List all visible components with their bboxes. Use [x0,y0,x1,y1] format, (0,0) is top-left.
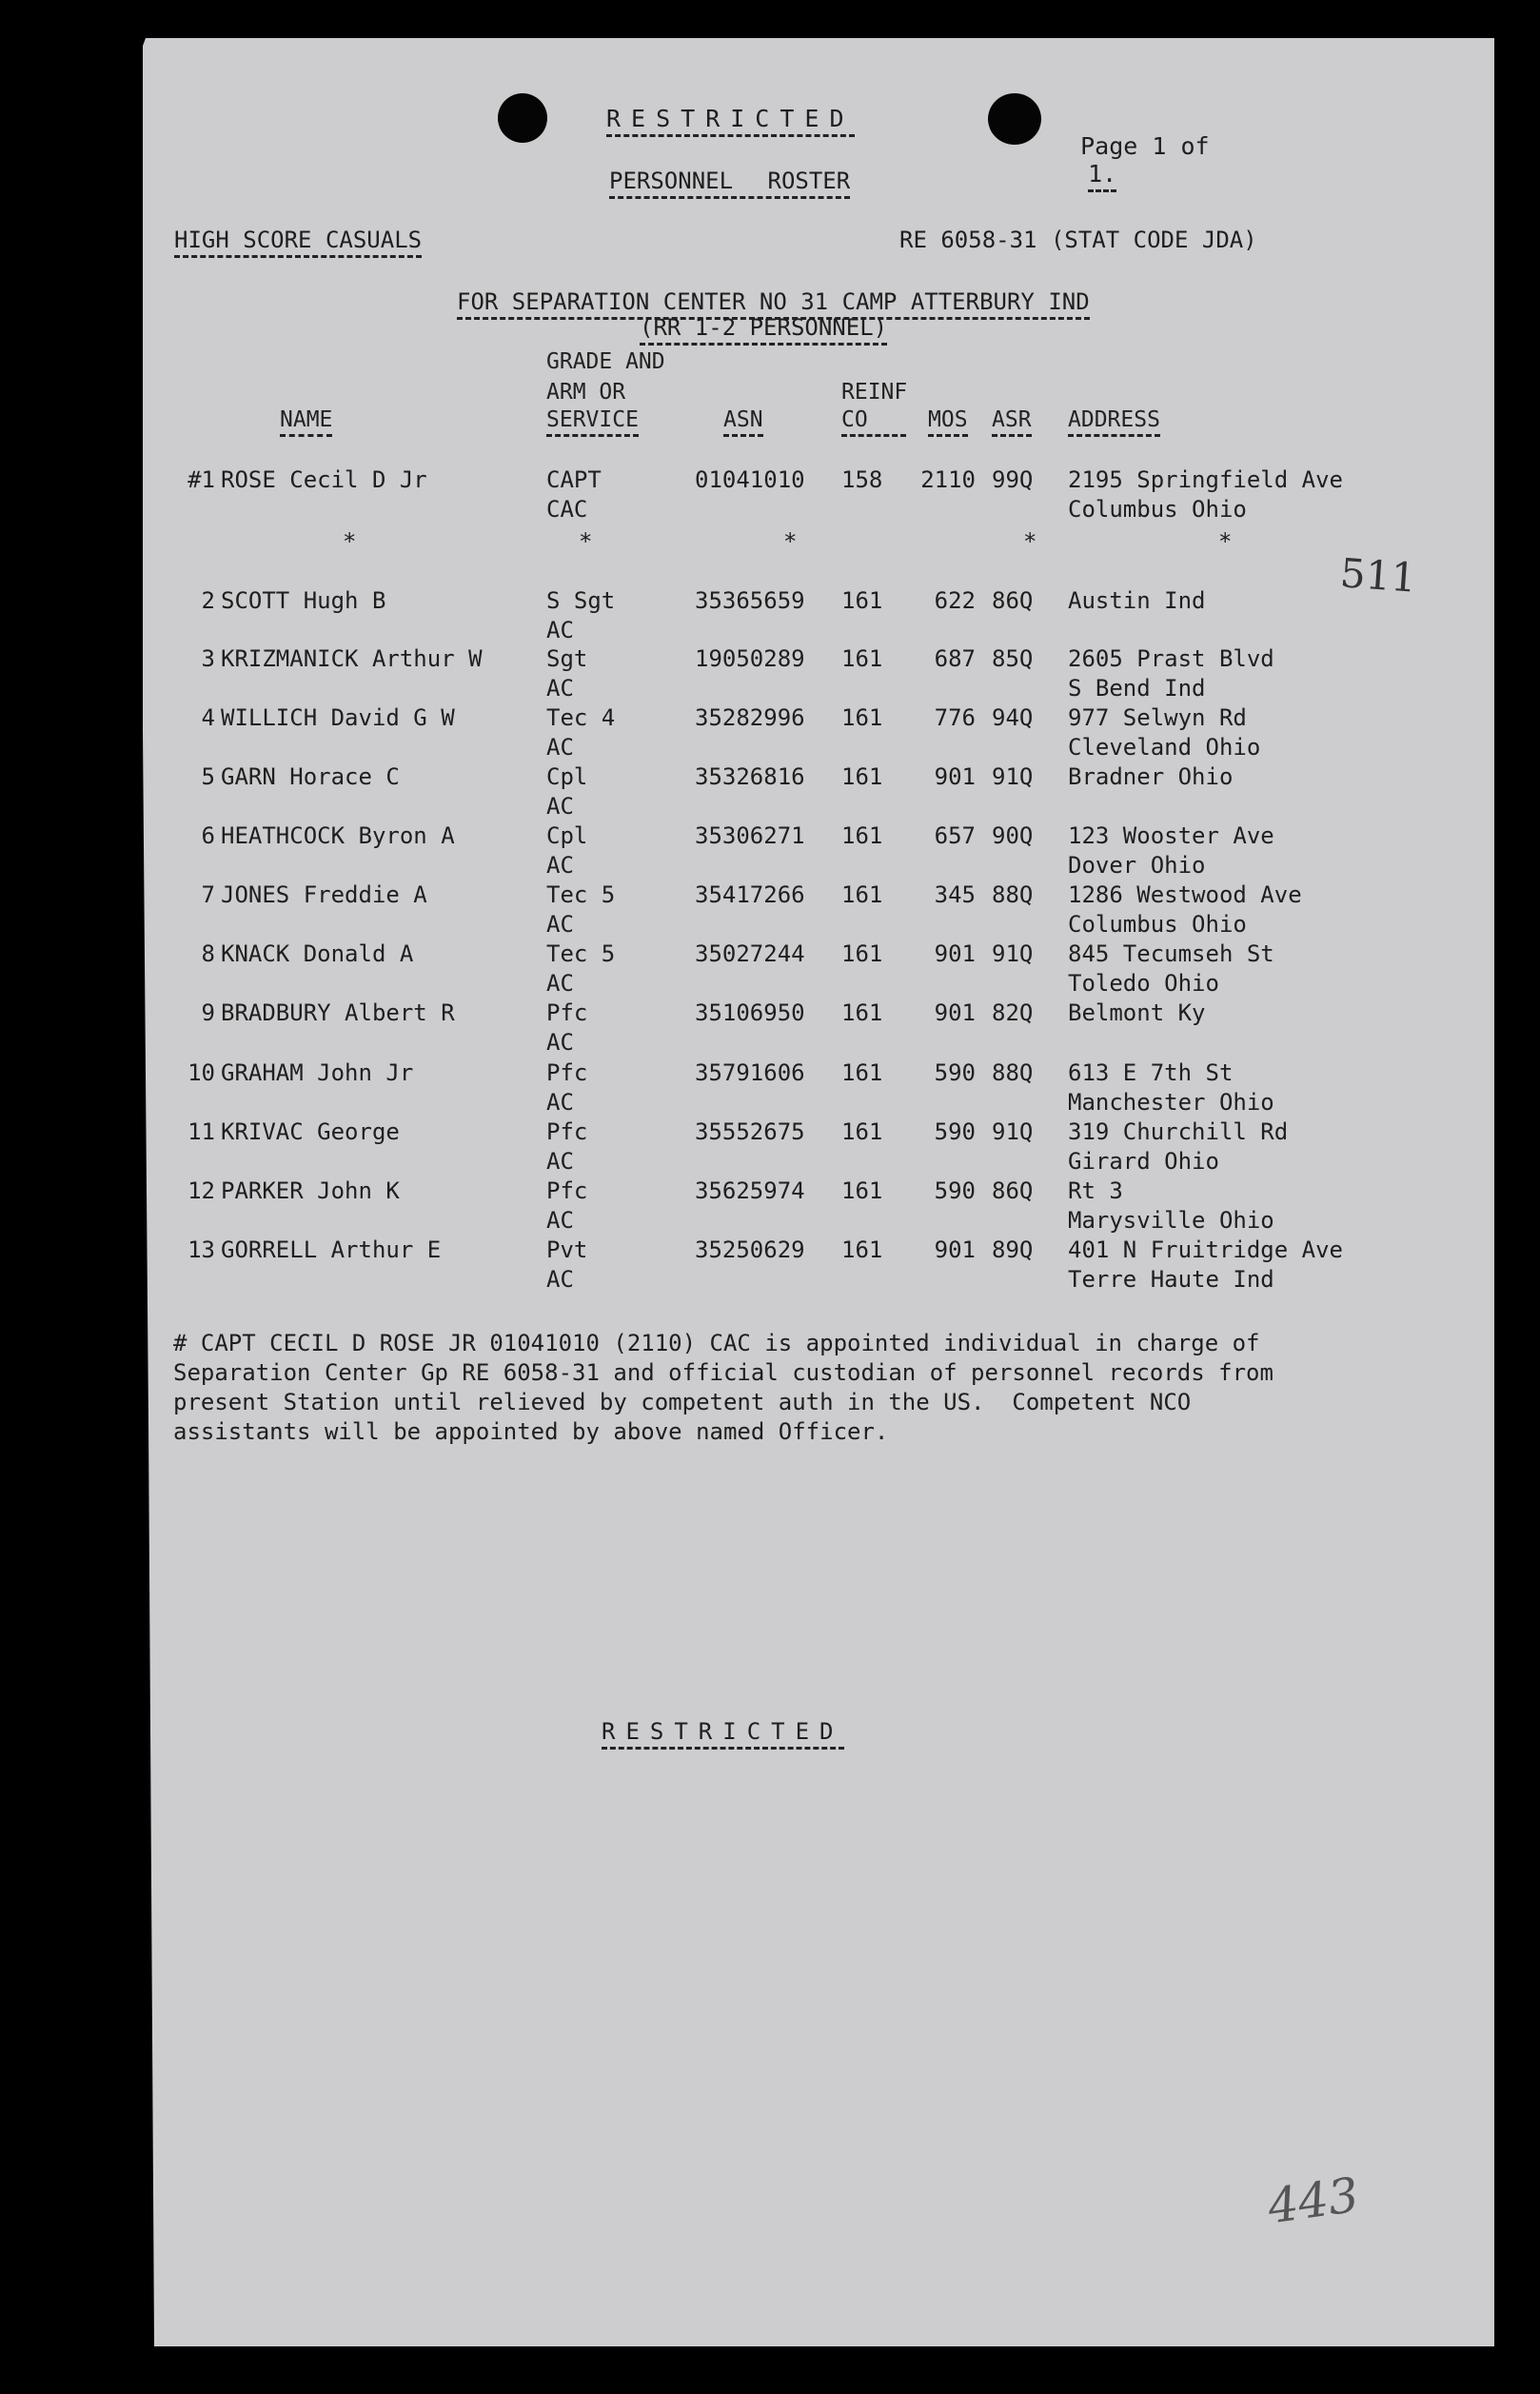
row-asn: 01041010 [695,466,805,493]
row-address-line1: 1286 Westwood Ave [1068,881,1302,908]
row-name: GORRELL Arthur E [221,1237,442,1263]
row-reinf-co: 161 [841,940,883,967]
row-address-line2: Marysville Ohio [1068,1207,1274,1234]
row-reinf-co: 158 [841,466,883,493]
row-reinf-co: 161 [841,1059,883,1086]
row-reinf-co: 161 [841,1177,883,1204]
row-number: 2 [201,587,215,614]
row-asr: 86Q [992,1177,1034,1204]
row-reinf-co: 161 [841,881,883,908]
row-address-line2: Manchester Ohio [1068,1089,1274,1116]
row-reinf-co: 161 [841,763,883,790]
row-asn: 35250629 [695,1237,805,1263]
row-address-line2: Terre Haute Ind [1068,1266,1274,1293]
row-number: 12 [188,1177,215,1204]
col-reinf-line1: REINF [841,380,908,405]
note-line-3: present Station until relieved by competent auth in the US. Competent NCO [173,1389,1192,1415]
row-asn: 35282996 [695,704,805,731]
row-mos: 2110 [920,466,976,493]
punch-hole-right [988,93,1041,145]
col-grade-line3: SERVICE [546,407,639,437]
row-asn: 35417266 [695,881,805,908]
row-arm-service: AC [546,675,574,702]
row-address-line2: Columbus Ohio [1068,496,1247,523]
row-address-line1: Rt 3 [1068,1177,1123,1204]
handwritten-side-number: 511 [1338,549,1418,602]
punch-hole-left [498,93,547,143]
row-arm-service: AC [546,1266,574,1293]
row-arm-service: CAC [546,496,588,523]
note-line-4: assistants will be appointed by above named Officer. [173,1418,889,1445]
row-number: 3 [201,645,215,672]
row-name: HEATHCOCK Byron A [221,822,455,849]
row-grade: Pvt [546,1237,588,1263]
row-mos: 590 [934,1118,976,1145]
page-total: 1. [1088,160,1116,192]
row-asr: 90Q [992,822,1034,849]
row-address-line1: 2605 Prast Blvd [1068,645,1274,672]
asterisk-address: * [1218,528,1233,555]
row-grade: Tec 5 [546,940,616,967]
row-reinf-co: 161 [841,645,883,672]
row-grade: Tec 5 [546,881,616,908]
row-mos: 901 [934,763,976,790]
row-asr: 88Q [992,1059,1034,1086]
row-arm-service: AC [546,1148,574,1175]
row-asr: 91Q [992,940,1034,967]
row-reinf-co: 161 [841,1118,883,1145]
row-number: 9 [201,999,215,1026]
page-word: Page 1 of [1080,132,1210,160]
asterisk-grade: * [579,528,593,555]
row-grade: Cpl [546,822,588,849]
row-address-line1: 613 E 7th St [1068,1059,1234,1086]
row-number: 7 [201,881,215,908]
row-grade: Pfc [546,1059,588,1086]
row-asr: 99Q [992,466,1034,493]
row-reinf-co: 161 [841,704,883,731]
destination-subtitle: (RR 1-2 PERSONNEL) [640,314,887,346]
row-name: GARN Horace C [221,763,400,790]
row-name: SCOTT Hugh B [221,587,386,614]
row-address-line1: 401 N Fruitridge Ave [1068,1237,1343,1263]
row-arm-service: AC [546,617,574,643]
col-address: ADDRESS [1068,407,1160,437]
row-address-line1: 319 Churchill Rd [1068,1118,1289,1145]
asterisk-asn: * [783,528,798,555]
row-address-line1: 2195 Springfield Ave [1068,466,1343,493]
asterisk-asr: * [1023,528,1037,555]
col-asn: ASN [723,407,763,437]
row-name: PARKER John K [221,1177,400,1204]
row-name: KNACK Donald A [221,940,414,967]
row-address-line2: Girard Ohio [1068,1148,1219,1175]
note-line-1: # CAPT CECIL D ROSE JR 01041010 (2110) CAC is appointed individual in charge of [173,1330,1260,1356]
row-grade: Pfc [546,1118,588,1145]
destination-line: FOR SEPARATION CENTER NO 31 CAMP ATTERBURY IND [457,288,1090,320]
row-asr: 88Q [992,881,1034,908]
row-address-line1: 123 Wooster Ave [1068,822,1274,849]
row-address-line1: Belmont Ky [1068,999,1206,1026]
row-mos: 901 [934,999,976,1026]
row-name: KRIVAC George [221,1118,400,1145]
row-asn: 35027244 [695,940,805,967]
row-name: KRIZMANICK Arthur W [221,645,483,672]
group-left: HIGH SCORE CASUALS [174,227,422,258]
row-asn: 35552675 [695,1118,805,1145]
row-grade: Cpl [546,763,588,790]
row-arm-service: AC [546,970,574,997]
row-asn: 35365659 [695,587,805,614]
row-arm-service: AC [546,734,574,761]
restricted-top: RESTRICTED [606,105,855,137]
row-asn: 35791606 [695,1059,805,1086]
group-right: RE 6058-31 (STAT CODE JDA) [899,227,1257,253]
row-mos: 687 [934,645,976,672]
row-address-line1: 845 Tecumseh St [1068,940,1274,967]
row-number: 13 [188,1237,215,1263]
row-reinf-co: 161 [841,1237,883,1263]
row-number: 11 [188,1118,215,1145]
restricted-bottom: RESTRICTED [602,1718,844,1750]
row-name: GRAHAM John Jr [221,1059,414,1086]
row-mos: 657 [934,822,976,849]
row-asr: 85Q [992,645,1034,672]
row-address-line2: Toledo Ohio [1068,970,1219,997]
row-number: 4 [201,704,215,731]
col-grade-line1: GRADE AND [546,349,665,374]
row-name: ROSE Cecil D Jr [221,466,427,493]
row-mos: 901 [934,940,976,967]
row-asn: 35326816 [695,763,805,790]
row-reinf-co: 161 [841,822,883,849]
row-number: 6 [201,822,215,849]
row-mos: 776 [934,704,976,731]
row-address-line2: S Bend Ind [1068,675,1206,702]
row-grade: Tec 4 [546,704,616,731]
row-mos: 590 [934,1059,976,1086]
row-address-line2: Cleveland Ohio [1068,734,1261,761]
row-name: WILLICH David G W [221,704,455,731]
row-address-line1: Austin Ind [1068,587,1206,614]
row-address-line2: Columbus Ohio [1068,911,1247,938]
col-grade-line2: ARM OR [546,380,626,405]
row-reinf-co: 161 [841,587,883,614]
row-address-line1: 977 Selwyn Rd [1068,704,1247,731]
row-address-line2: Dover Ohio [1068,852,1206,879]
row-arm-service: AC [546,911,574,938]
col-name: NAME [280,407,332,437]
row-mos: 590 [934,1177,976,1204]
row-name: BRADBURY Albert R [221,999,455,1026]
row-asr: 82Q [992,999,1034,1026]
row-arm-service: AC [546,852,574,879]
handwritten-bottom-number: 443 [1264,2166,1363,2235]
col-asr: ASR [992,407,1032,437]
row-asn: 35106950 [695,999,805,1026]
row-asr: 91Q [992,1118,1034,1145]
note-line-2: Separation Center Gp RE 6058-31 and official custodian of personnel records from [173,1359,1273,1386]
row-asn: 35625974 [695,1177,805,1204]
row-number: #1 [188,466,215,493]
row-grade: CAPT [546,466,602,493]
page-indicator [1052,105,1210,188]
row-asr: 91Q [992,763,1034,790]
row-asr: 86Q [992,587,1034,614]
row-name: JONES Freddie A [221,881,427,908]
row-grade: Pfc [546,1177,588,1204]
row-asn: 19050289 [695,645,805,672]
row-asn: 35306271 [695,822,805,849]
row-grade: S Sgt [546,587,616,614]
col-mos: MOS [928,407,968,437]
row-grade: Sgt [546,645,588,672]
row-arm-service: AC [546,1089,574,1116]
row-number: 5 [201,763,215,790]
row-reinf-co: 161 [841,999,883,1026]
row-arm-service: AC [546,793,574,820]
row-number: 8 [201,940,215,967]
row-grade: Pfc [546,999,588,1026]
row-mos: 345 [934,881,976,908]
row-mos: 622 [934,587,976,614]
row-asr: 89Q [992,1237,1034,1263]
roster-title: PERSONNEL ROSTER [609,168,850,199]
row-asr: 94Q [992,704,1034,731]
asterisk-name: * [343,528,357,555]
col-reinf-line2: CO [841,407,906,437]
row-arm-service: AC [546,1029,574,1056]
row-number: 10 [188,1059,215,1086]
row-address-line1: Bradner Ohio [1068,763,1234,790]
row-arm-service: AC [546,1207,574,1234]
row-mos: 901 [934,1237,976,1263]
